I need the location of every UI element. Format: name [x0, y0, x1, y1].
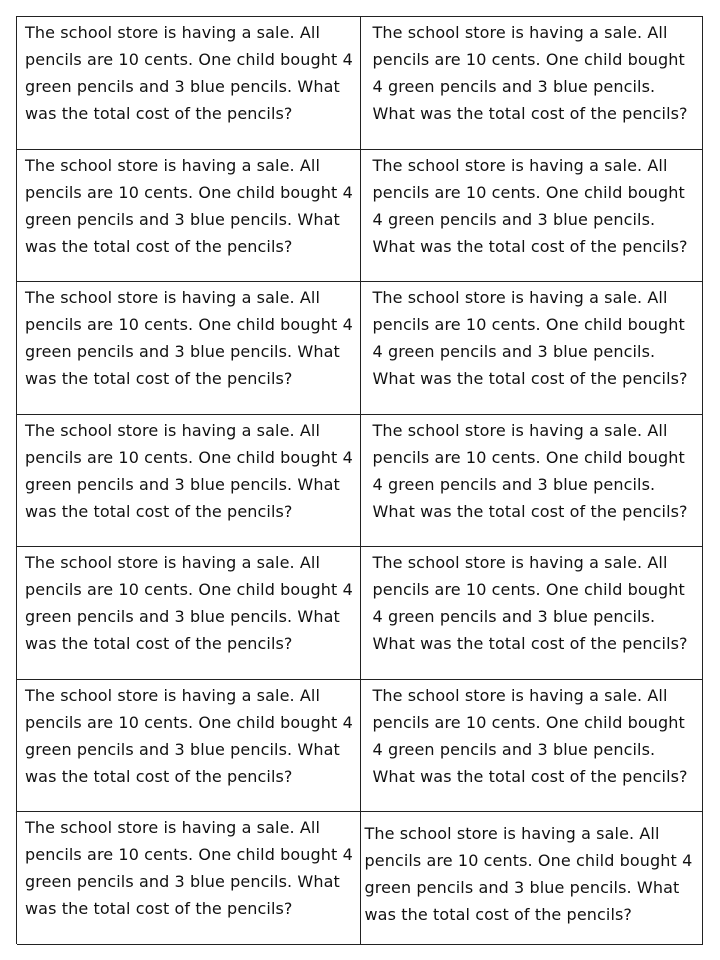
task-card: [17, 812, 361, 945]
card-text: The school store is having a sale. All pencils are 10 cents. One child bought 4 green pencils and 3 blue pencils. What was the total cost of the pencils?: [25, 685, 353, 786]
card-row-3: [17, 282, 703, 415]
card-text: The school store is having a sale. All pencils are 10 cents. One child bought 4 green pencils and 3 blue pencils. What was the total cost of the pencils?: [25, 553, 353, 653]
card-row-2: [17, 150, 703, 283]
card-text: The school store is having a sale. All pencils are 10 cents. One child bought 4 green pencils and 3 blue pencils. What was the total cost of the pencils?: [25, 155, 353, 256]
card-text: The school store is having a sale. All pencils are 10 cents. One child bought 4 green pencils and 3 blue pencils. What was the total cost of the pencils?: [372, 23, 688, 123]
card-text: The school store is having a sale. All pencils are 10 cents. One child bought 4 green pencils and 3 blue pencils. What was the total cost of the pencils?: [372, 685, 688, 786]
task-card: [17, 17, 361, 150]
card-row-7: [17, 812, 703, 945]
card-text: The school store is having a sale. All pencils are 10 cents. One child bought 4 green pencils and 3 blue pencils. What was the total cost of the pencils?: [372, 553, 688, 653]
card-text: The school store is having a sale. All pencils are 10 cents. One child bought 4 green pencils and 3 blue pencils. What was the total cost of the pencils?: [372, 155, 688, 256]
task-card: [361, 17, 704, 150]
task-card: [361, 415, 704, 548]
card-row-1: [17, 17, 703, 150]
task-card-sheet: [16, 16, 703, 944]
task-card: [17, 415, 361, 548]
card-text: The school store is having a sale. All pencils are 10 cents. One child bought 4 green pencils and 3 blue pencils. What was the total cost of the pencils?: [25, 23, 353, 123]
task-card: [17, 282, 361, 415]
task-card: [17, 680, 361, 813]
card-text: The school store is having a sale. All pencils are 10 cents. One child bought 4 green pencils and 3 blue pencils. What was the total cost of the pencils?: [25, 288, 353, 388]
task-card: [361, 547, 704, 680]
task-card: [361, 282, 704, 415]
task-card: [361, 150, 704, 283]
task-card: [361, 680, 704, 813]
card-row-6: [17, 680, 703, 813]
card-text: The school store is having a sale. All pencils are 10 cents. One child bought 4 green pencils and 3 blue pencils. What was the total cost of the pencils?: [372, 288, 688, 388]
card-row-4: [17, 415, 703, 548]
task-card: [17, 150, 361, 283]
card-text: The school store is having a sale. All pencils are 10 cents. One child bought 4 green pencils and 3 blue pencils. What was the total cost of the pencils?: [25, 420, 353, 521]
card-text: The school store is having a sale. All pencils are 10 cents. One child bought 4 green pencils and 3 blue pencils. What was the total cost of the pencils?: [372, 420, 688, 521]
task-card: [361, 812, 704, 945]
card-row-5: [17, 547, 703, 680]
task-card: [17, 547, 361, 680]
card-text: The school store is having a sale. All pencils are 10 cents. One child bought 4 green pencils and 3 blue pencils. What was the total cost of the pencils?: [25, 818, 353, 918]
card-text: The school store is having a sale. All pencils are 10 cents. One child bought 4 green pencils and 3 blue pencils. What was the total cost of the pencils?: [364, 824, 693, 924]
